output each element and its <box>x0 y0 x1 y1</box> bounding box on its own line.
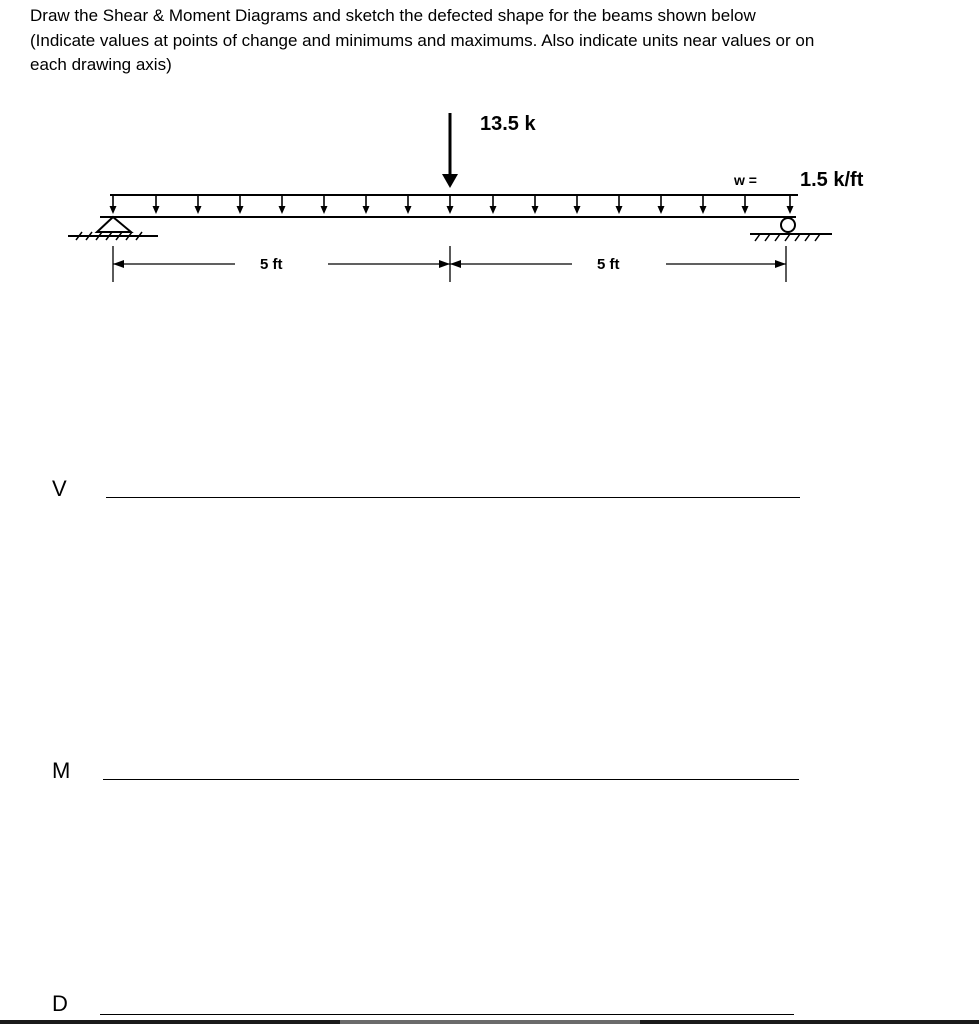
moment-axis-label: M <box>52 758 71 783</box>
udl-arrow <box>742 195 749 214</box>
beam-diagram <box>0 0 979 330</box>
problem-line-1: Draw the Shear & Moment Diagrams and sketch the defected shape for the beams shown below <box>30 6 756 25</box>
point-load-label: 13.5 k <box>480 113 536 135</box>
udl-arrow <box>195 195 202 214</box>
udl-arrow <box>405 195 412 214</box>
shear-axis-label: V <box>52 476 67 501</box>
udl-arrow <box>700 195 707 214</box>
right-span-label: 5 ft <box>597 256 620 273</box>
problem-line-3: each drawing axis) <box>30 55 172 74</box>
udl-arrow <box>532 195 539 214</box>
deflection-axis-label: D <box>52 991 68 1016</box>
udl-arrow <box>787 195 794 214</box>
distributed-load-arrows <box>110 195 794 214</box>
udl-arrow <box>490 195 497 214</box>
distributed-load-value: 1.5 k/ft <box>800 169 864 191</box>
point-load-arrow <box>442 113 458 188</box>
udl-arrow <box>279 195 286 214</box>
shear-axis-line <box>106 497 800 498</box>
pin-support-left <box>68 217 158 240</box>
udl-arrow <box>574 195 581 214</box>
moment-axis-line <box>103 779 799 780</box>
udl-arrow <box>616 195 623 214</box>
roller-support-right <box>750 218 832 241</box>
udl-arrow <box>363 195 370 214</box>
bottom-edge-strip <box>0 1020 979 1024</box>
udl-arrow <box>153 195 160 214</box>
udl-arrow <box>447 195 454 214</box>
udl-arrow <box>237 195 244 214</box>
distributed-load-prefix: w = <box>734 172 757 188</box>
dimension-lines <box>113 246 786 282</box>
left-span-label: 5 ft <box>260 256 283 273</box>
deflection-axis-line <box>100 1014 794 1015</box>
udl-arrow <box>110 195 117 214</box>
udl-arrow <box>658 195 665 214</box>
udl-arrow <box>321 195 328 214</box>
problem-line-2: (Indicate values at points of change and minimums and maximums. Also indicate units near values or on <box>30 30 815 50</box>
